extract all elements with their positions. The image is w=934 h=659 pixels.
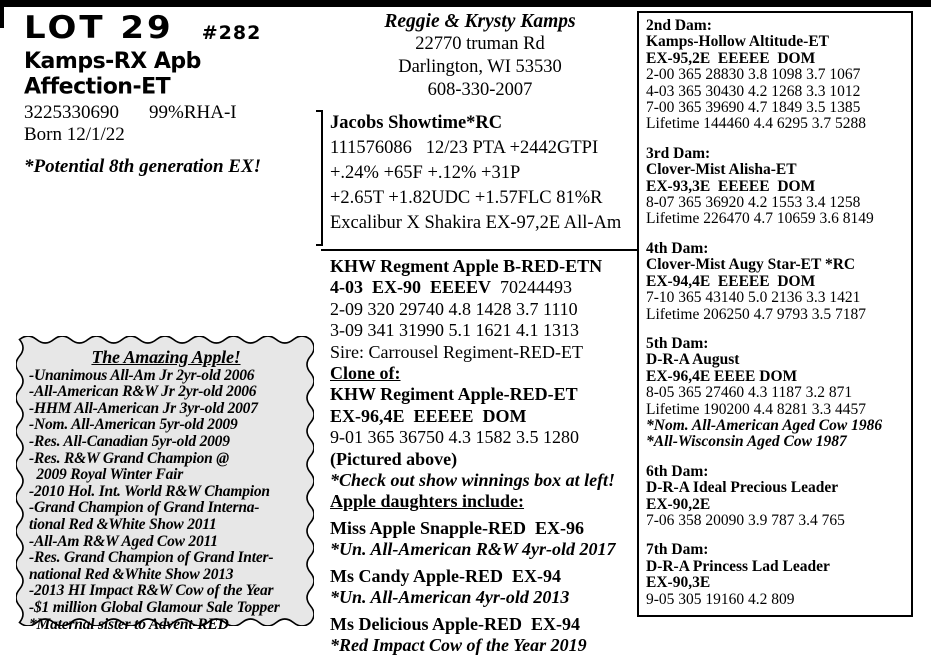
show-box-title: The Amazing Apple!	[91, 347, 241, 367]
dam-name: D-R-A Princess Lad Leader	[646, 557, 830, 575]
dam-record: 8-05 365 27460 4.3 1187 3.2 871	[646, 384, 853, 402]
dam-label: 4th Dam:	[646, 239, 709, 257]
dam-record: 3-09 341 31990 5.1 1621 4.1 1313	[330, 320, 579, 341]
dam-record: Lifetime 190200 4.4 8281 3.3 4457	[646, 400, 866, 418]
rha-percent: 99%RHA-I	[149, 102, 237, 123]
pictured-note: (Pictured above)	[330, 448, 458, 469]
dam-record: 7-10 365 43140 5.0 2136 3.3 1421	[646, 289, 861, 307]
dam-label: 7th Dam:	[646, 541, 709, 559]
daughters-title: Apple daughters include:	[330, 491, 525, 512]
show-box-item: -Grand Champion of Grand Interna-	[29, 499, 260, 517]
animal-name: Kamps-RX Apb Affection-ET	[24, 48, 201, 100]
animal-id-tag: #282	[201, 22, 262, 44]
dam-label: 2nd Dam:	[646, 17, 712, 34]
show-box-item: -Res. Grand Champion of Grand Inter-	[29, 549, 274, 567]
sire-stat-line: +.24% +65F +.12% +31P	[330, 163, 521, 183]
dam-note: *All-Wisconsin Aged Cow 1987	[646, 433, 847, 451]
dam-record: 8-07 365 36920 4.2 1553 3.4 1258	[646, 194, 861, 212]
sire-cross-line: Excalibur X Shakira EX-97,2E All-Am	[330, 213, 622, 233]
dam-name: Clover-Mist Alisha-ET	[646, 161, 797, 179]
dam-name: D-R-A August	[646, 351, 740, 369]
show-box-item: -All-Am R&W Aged Cow 2011	[29, 532, 218, 550]
daughter-note: *Red Impact Cow of the Year 2019	[330, 634, 587, 655]
dam-score: EX-90,3E	[646, 574, 711, 592]
dam-record: 2-00 365 28830 3.8 1098 3.7 1067	[646, 66, 861, 84]
sire-bracket-rule	[321, 110, 323, 246]
dam-name: KHW Regment Apple B-RED-ETN	[330, 256, 603, 276]
dam-record: 7-00 365 39690 4.7 1849 3.5 1385	[646, 99, 861, 117]
daughter-name: Miss Apple Snapple-RED EX-96	[330, 517, 585, 538]
dam-entry-2nd	[646, 18, 904, 133]
dam-record: Lifetime 206250 4.7 9793 3.5 7187	[646, 305, 866, 323]
dam-sire-line: Sire: Carrousel Regiment-RED-ET	[330, 341, 583, 362]
dam-record: Lifetime 144460 4.4 6295 3.7 5288	[646, 115, 866, 133]
show-box-item: -Unanimous All-Am Jr 2yr-old 2006	[29, 366, 255, 384]
dam-score: EX-95,2E EEEEE DOM	[646, 49, 816, 67]
dam-record: Lifetime 226470 4.7 10659 3.6 8149	[646, 210, 874, 228]
birth-date: Born 12/1/22	[24, 124, 125, 145]
consignor-address2: Darlington, WI 53530	[398, 57, 562, 77]
dam-record: 2-09 320 29740 4.8 1428 3.7 1110	[330, 298, 578, 319]
dam-score: EX-90,2E	[646, 495, 711, 513]
dam-name: Clover-Mist Augy Star-ET *RC	[646, 256, 856, 274]
dam-score: EX-94,4E EEEEE DOM	[646, 272, 816, 290]
dam-reg-number	[491, 277, 500, 297]
dam-name: Kamps-Hollow Altitude-ET	[646, 33, 830, 51]
show-box-item: 2009 Royal Winter Fair	[29, 466, 184, 484]
dam-section	[330, 256, 636, 656]
winnings-note: *Check out show winnings box at left!	[330, 470, 616, 491]
show-box-item: -$1 million Global Glamour Sale Topper	[29, 598, 280, 616]
clone-score: EX-96,4E EEEEE DOM	[330, 405, 527, 426]
dam-entry-6th	[646, 464, 904, 530]
show-box-item: -HHM All-American Jr 3yr-old 2007	[29, 399, 258, 417]
daughter-name: Ms Delicious Apple-RED EX-94	[330, 613, 581, 634]
show-box-item: national Red &White Show 2013	[29, 565, 234, 583]
clone-name: KHW Regiment Apple-RED-ET	[330, 384, 578, 405]
dam-note: *Nom. All-American Aged Cow 1986	[646, 416, 883, 434]
show-box-content	[29, 349, 303, 633]
show-box-item: tional Red &White Show 2011	[29, 515, 217, 533]
lot-header	[24, 8, 324, 146]
consignor-block	[322, 10, 638, 102]
lot-number: LOT 29	[24, 9, 174, 47]
daughter-note: *Un. All-American R&W 4yr-old 2017	[330, 539, 616, 560]
show-box-item: *Maternal sister to Advent-RED	[29, 615, 229, 633]
dam-entry-3rd	[646, 146, 904, 228]
dam-record: 7-06 358 20090 3.9 787 3.4 765	[646, 511, 845, 529]
generation-note: *Potential 8th generation EX!	[24, 156, 262, 177]
maternal-line-box	[637, 11, 913, 617]
daughter-name: Ms Candy Apple-RED EX-94	[330, 565, 562, 586]
sire-section	[330, 111, 635, 236]
dam-score: EX-96,4E EEEE DOM	[646, 367, 798, 385]
sire-stat-line: 111576086 12/23 PTA +2442GTPI	[330, 138, 599, 158]
show-box-item: -All-American R&W Jr 2yr-old 2006	[29, 383, 257, 401]
page-edge-mark	[0, 7, 4, 28]
registration-number: 3225330690	[24, 102, 119, 123]
show-box-item: -2010 Hol. Int. World R&W Champion	[29, 482, 270, 500]
consignor-phone: 608-330-2007	[427, 80, 533, 100]
clone-label: Clone of:	[330, 363, 401, 384]
show-box-item: -2013 HI Impact R&W Cow of the Year	[29, 582, 274, 600]
show-box-item: -Res. R&W Grand Champion @	[29, 449, 229, 467]
consignor-address1: 22770 truman Rd	[415, 34, 545, 54]
top-rule-bar	[0, 0, 931, 7]
show-box-item: -Res. All-Canadian 5yr-old 2009	[29, 432, 230, 450]
show-box-item: -Nom. All-American 5yr-old 2009	[29, 416, 238, 434]
dam-label: 6th Dam:	[646, 462, 709, 480]
dam-reg-number: 70244493	[500, 277, 573, 298]
dam-record: 4-03 365 30430 4.2 1268 3.3 1012	[646, 82, 861, 100]
dam-entry-5th	[646, 336, 904, 451]
show-winnings-box	[16, 336, 314, 633]
registration-line	[24, 102, 324, 124]
consignor-name: Reggie & Krysty Kamps	[384, 11, 576, 32]
clone-record: 9-01 365 36750 4.3 1582 3.5 1280	[330, 427, 579, 448]
sire-stat-line: +2.65T +1.82UDC +1.57FLC 81%R	[330, 188, 603, 208]
dam-score: 4-03 EX-90 EEEEV	[330, 277, 492, 298]
dam-entry-4th	[646, 241, 904, 323]
dam-label: 5th Dam:	[646, 334, 709, 352]
dam-record: 9-05 305 19160 4.2 809	[646, 590, 795, 608]
section-divider-rule	[321, 249, 637, 251]
dam-name: D-R-A Ideal Precious Leader	[646, 479, 839, 497]
dam-label: 3rd Dam:	[646, 144, 711, 162]
dam-entry-7th	[646, 542, 904, 608]
sire-name: Jacobs Showtime*RC	[330, 113, 503, 133]
dam-score: EX-93,3E EEEEE DOM	[646, 177, 816, 195]
daughter-note: *Un. All-American 4yr-old 2013	[330, 587, 570, 608]
